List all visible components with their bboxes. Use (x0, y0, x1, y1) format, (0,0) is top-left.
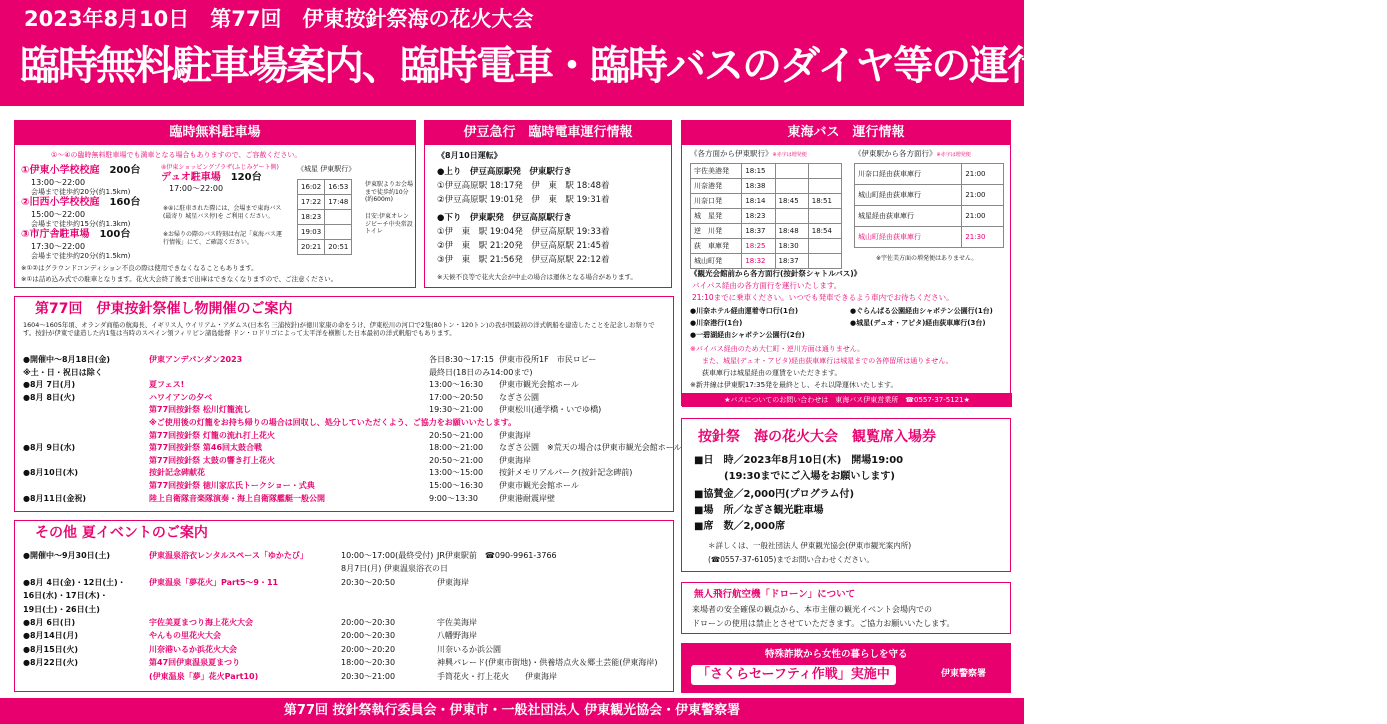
event-name: やんもの里花火大会 (149, 631, 221, 641)
event-date: ※土・日・祝日は除く (23, 367, 103, 377)
events-intro: 1604～1605年頃、オランダ商船の航海長、イギリス人 ウイリアム・アダムス(日本名 三浦按針)が徳川家康の命をうけ、伊東松川の河口で2隻(80トン・120トン)の我が国最初の洋式帆船を建造したことを記念しお祭りです。按針が伊東で建造した内1隻は当時のスペイン領フィリピン諸島総督 ドン・ロドリゴによって太平洋を横断した日本最初の洋式帆船でもあります。 (23, 321, 655, 338)
event-time: 20:30～21:00 (341, 671, 396, 681)
event-date: ●8月10日(木) (23, 468, 78, 478)
train-section (424, 120, 672, 288)
event-date: 16日(水)・17日(木)・ (23, 591, 108, 601)
event-time: 8月7日(月) 伊東温泉浴衣の日 (341, 564, 448, 574)
bus-right-table: 川奈口経由荻車庫行 21:00 城山町経由荻車庫行 21:00 城星経由荻車庫行 21:00 城山町経由荻車庫行 21:30 (854, 163, 1004, 248)
shuttle-note4: ※新井線は伊東駅17:35発を最終とし、それ以降運休いたします。 (690, 381, 898, 389)
event-name: 陸上自衛隊音楽隊演奏・海上自衛隊艦艇一般公開 (149, 493, 325, 503)
event-time: 20:00～20:30 (341, 618, 396, 627)
event-place: なぎさ公園 (499, 392, 539, 402)
bus-section (681, 120, 1011, 406)
event-date: ●8月 7日(月) (23, 380, 76, 390)
event-time: 10:00～17:00(最終受付) (341, 551, 434, 560)
lot-name: ③市庁舎駐車場 (21, 229, 90, 240)
train-up-label: ●上り 伊豆高原駅発 伊東駅行き (437, 167, 572, 177)
event-place: 八幡野海岸 (437, 631, 477, 641)
shuttle-line2: 21:10までに乗車ください。いつでも発車できるよう車内でお待ちください。 (692, 293, 954, 302)
event-place: 伊東海岸 (499, 430, 531, 440)
lot-name: ①伊東小学校校庭 (21, 165, 100, 176)
event-place: 伊東市役所1F 市民ロビー (499, 355, 597, 364)
drone-section (681, 582, 1011, 634)
event-place: 伊東市観光会館ホール (499, 380, 579, 390)
event-name: 夏フェス! (149, 380, 185, 390)
lot4-cap: 120台 (230, 171, 262, 183)
event-date: ●8月 4日(金)・12日(土)・ (23, 577, 126, 587)
event-name: 第77回按針祭 松川灯籠流し (149, 405, 251, 415)
ticket-note1: ＊詳しくは、一般社団法人 伊東観光協会(伊東市観光案内所) (708, 541, 912, 550)
event-date: ●8月11日(金祝) (23, 493, 86, 503)
train-down-3: ③伊 東 駅 21:56発 伊豆高原駅 22:12着 (437, 255, 610, 265)
lot-cap: 200台 (109, 165, 141, 176)
event-name: 第47回伊東温泉夏まつり (149, 658, 241, 668)
lot-walk: 会場まで徒歩約20分(約1.5km) (31, 187, 131, 196)
shuttle-route-3: ●川奈港行(1台) (690, 319, 743, 327)
event-name: 伊東アンデパンダン2023 (149, 355, 243, 364)
event-name: 伊東温泉浴衣レンタルスペース「ゆかたび」 (149, 551, 308, 560)
safety-banner (681, 643, 1011, 693)
shuttle-note1: ※バイパス経由のため大仁町・逆川方面は通りません。 (690, 345, 865, 353)
shuttle-note2: また、城星(デュオ・アピタ)経由荻車庫行は城星までの各停留所は通りません。 (702, 357, 953, 365)
header-subtitle: 2023年8月10日 第77回 伊東按針祭海の花火大会 (24, 7, 534, 31)
train-title: 伊豆急行 臨時電車運行情報 (425, 121, 671, 145)
shuttle-route-2: ●ぐらんぱる公園経由シャボテン公園行(1台) (850, 307, 993, 315)
bus-contact: ★バスについてのお問い合わせは 東海バス伊東営業所 ☎0557-37-5121★ (682, 393, 1012, 407)
shuttle-note3: 荻車庫行は城星経由の運賃をいただきます。 (702, 369, 842, 377)
lot-walk: 会場まで徒歩約15分(約1.3km) (31, 219, 131, 228)
drone-line1: 来場者の安全確保の観点から、本市主催の観光イベント会場内での (692, 605, 932, 614)
bus-note2: 目安:伊東オレンジビーチ中央常設トイレ (365, 213, 413, 235)
event-name: 川奈港いるか浜花火大会 (149, 644, 237, 654)
bus-left-title: 《各方面から伊東駅行》※赤字は増発便 (690, 149, 807, 158)
event-name: 第77回按針祭 太鼓の響き打上花火 (149, 455, 275, 465)
shuttle-route-1: ●川奈ホテル経由運着寺口行(1台) (690, 307, 799, 315)
event-date: ●8月22日(火) (23, 658, 78, 668)
lot-cap: 160台 (109, 197, 141, 208)
event-time: 13:00～16:30 (429, 380, 484, 390)
event-place: 手筒花火・打上花火 伊東海岸 (437, 671, 557, 681)
summer-section (14, 520, 674, 692)
ticket-title: 按針祭 海の花火大会 観覧席入場券 (698, 429, 936, 445)
event-date: ●開催中～8月18日(金) (23, 355, 110, 364)
lot-walk: 会場まで徒歩約20分(約1.5km) (31, 251, 131, 260)
event-name: 第77回按針祭 徳川家広氏トークショー・式典 (149, 481, 315, 490)
ticket-price: ■協賛金／2,000円(プログラム付) (694, 489, 855, 500)
event-time: 13:00～15:00 (429, 468, 484, 478)
event-date: ●8月 9日(水) (23, 443, 76, 453)
event-time: 最終日(18日のみ14:00まで) (429, 367, 533, 377)
event-place: 伊東市観光会館ホール (499, 481, 579, 490)
event-time: 20:50～21:00 (429, 430, 484, 440)
summer-title: その他 夏イベントのご案内 (35, 525, 208, 541)
train-up-1: ①伊豆高原駅 18:17発 伊 東 駅 18:48着 (437, 181, 610, 191)
event-name: 第77回按針祭 第46回太鼓合戦 (149, 443, 263, 453)
event-time: 18:00～21:00 (429, 443, 484, 453)
event-date: ●開催中～9月30日(土) (23, 551, 110, 560)
train-down-label: ●下り 伊東駅発 伊豆高原駅行き (437, 213, 572, 223)
event-place: JR伊東駅前 ☎090-9961-3766 (437, 551, 557, 560)
parking-lot-2 (21, 197, 140, 228)
lot-time: 13:00～22:00 (31, 177, 86, 187)
bus-left-table: 宇佐美港発 18:15 川奈港発 18:38 川奈口発 18:14 18:45 18:51 城 星発 18:23 逆 川発 18:37 18:48 18:54 荻 車庫発 18:25 18:30 城山町発 18:32 18:37 (690, 163, 842, 269)
event-name: ハワイアンの夕べ (149, 392, 213, 402)
ticket-date: ■日 時／2023年8月10日(木) 開場19:00 (694, 455, 904, 466)
ticket-seats: ■席 数／2,000席 (694, 521, 786, 532)
bus-right-title: 《伊東駅から各方面行》※赤字は増発便 (854, 149, 971, 158)
events-title: 第77回 伊東按針祭催し物開催のご案内 (35, 301, 293, 317)
train-down-2: ②伊 東 駅 21:20発 伊豆高原駅 21:45着 (437, 241, 610, 251)
event-time: 20:00～20:20 (341, 644, 396, 654)
parking-section (14, 120, 416, 288)
event-name: (伊東温泉「夢」花火Part10) (149, 671, 259, 681)
event-name: 伊東温泉「夢花火」Part5～9・11 (149, 577, 279, 587)
ticket-place: ■場 所／なぎさ観光駐車場 (694, 505, 824, 516)
event-place: 按針メモリアルパーク(按針記念碑前) (499, 468, 633, 478)
event-place: 川奈いるか浜公園 (437, 644, 501, 654)
event-name: ※ご使用後の灯籠をお持ち帰りの場合は回収し、処分していただくよう、ご協力をお願いいたします。 (149, 418, 517, 427)
event-time: 20:30～20:50 (341, 577, 396, 587)
lot-name: ②旧西小学校校庭 (21, 197, 100, 208)
shuttle-route-4: ●城星(デュオ・アピタ)経由荻車庫行(3台) (850, 319, 986, 327)
safety-org: 伊東警察署 (941, 669, 987, 679)
parking-lot-3 (21, 229, 130, 260)
bus-right-note: ※宇佐美方面の増発便はありません。 (876, 255, 978, 262)
train-date: 《8月10日運転》 (437, 151, 502, 160)
parking-lot-1 (21, 165, 140, 196)
bus-title: 東海バス 運行情報 (682, 121, 1010, 145)
drone-title: 無人飛行航空機「ドローン」について (694, 589, 856, 600)
parking-lot-4 (161, 164, 279, 194)
lot4-note2: ※お帰りの際のバス時刻は右記「東海バス運行情報」にて、ご確認ください。 (163, 231, 283, 247)
parking-note-top: ①～④の臨時無料駐車場でも満車となる場合もありますので、ご容赦ください。 (51, 151, 302, 159)
event-name: 宇佐美夏まつり海上花火大会 (149, 618, 253, 627)
parking-note-bottom1: ※①②はグラウンドコンディション不良の際は使用できなくなることもあります。 (21, 264, 258, 272)
parking-note-bottom2: ※①は詰め込み式での駐車となります。花火大会終了後まで出庫はできなくなりますので、ご注意ください。 (21, 275, 338, 283)
event-place: 神興パレード(伊東市街地)・供養塔点火＆郷土芸能(伊東海岸) (437, 658, 658, 668)
event-name: 按針記念碑献花 (149, 468, 205, 478)
ticket-section (681, 418, 1011, 572)
event-date: ●8月15日(火) (23, 644, 78, 654)
safety-line1: 特殊詐欺から女性の暮らしを守る (765, 649, 908, 660)
event-time: 17:00～20:50 (429, 392, 484, 402)
event-time: 各日8:30～17:15 (429, 355, 495, 364)
event-time: 15:00～16:30 (429, 481, 484, 490)
event-place: なぎさ公園 ※荒天の場合は伊東市観光会館ホール (499, 443, 682, 453)
parking-bus-table: 16:02 16:53 17:22 17:48 18:23 19:03 20:21 20:51 (297, 179, 352, 255)
event-time: 20:00～20:30 (341, 631, 396, 641)
lot4-name: デュオ駐車場 (161, 171, 221, 183)
event-time: 18:00～20:30 (341, 658, 396, 668)
train-note: ※天候不良等で花火大会が中止の場合は運休となる場合があります。 (437, 273, 637, 281)
events-section (14, 296, 682, 512)
parking-title: 臨時無料駐車場 (15, 121, 415, 145)
safety-line2: 「さくらセーフティ作戦」実施中 (691, 665, 896, 685)
drone-line2: ドローンの使用は禁止とさせていただきます。ご協力お願いいたします。 (692, 619, 955, 628)
lot4-note: ※④に駐車された際には、会場まで東海バス(最寄り 城星バス停)を ご利用ください。 (163, 205, 282, 221)
ticket-date2: (19:30までにご入場をお願いします) (724, 471, 895, 482)
event-date: ●8月 6日(日) (23, 618, 76, 627)
footer-organizers: 第77回 按針祭執行委員会・伊東市・一般社団法人 伊東観光協会・伊東警察署 (0, 698, 1024, 724)
event-place: 宇佐美海岸 (437, 618, 477, 627)
shuttle-title: 《観光会館前から各方面行(按針祭シャトルバス)》 (690, 269, 862, 278)
ticket-note2: (☎0557-37-6105)までお問い合わせください。 (708, 555, 874, 564)
event-time: 19:30～21:00 (429, 405, 484, 415)
event-name: 第77回按針祭 灯籠の流れ打上花火 (149, 430, 275, 440)
train-down-1: ①伊 東 駅 19:04発 伊豆高原駅 19:33着 (437, 227, 610, 237)
event-time: 20:50～21:00 (429, 455, 484, 465)
bus-note: 伊東駅よりお会場まで徒歩約10分(約600m) (365, 181, 414, 203)
event-date: ●8月 8日(火) (23, 392, 76, 402)
event-place: 伊東海岸 (437, 577, 469, 587)
bus-table-title: 《城星 伊東駅行》 (297, 165, 356, 173)
event-place: 伊東海岸 (499, 455, 531, 465)
event-date: ●8月14日(月) (23, 631, 78, 641)
header-banner (0, 0, 1387, 106)
train-up-2: ②伊豆高原駅 19:01発 伊 東 駅 19:31着 (437, 195, 610, 205)
event-place: 伊東港耐震岸壁 (499, 493, 555, 503)
shuttle-route-5: ●一碧湖経由シャボテン公園行(2台) (690, 331, 805, 339)
lot-time: 17:30～22:00 (31, 241, 86, 251)
event-place: 伊東松川(通学橋・いでゆ橋) (499, 405, 602, 415)
header-title: 臨時無料駐車場案内、臨時電車・臨時バスのダイヤ等の運行情報、その他ご案内 (20, 43, 1387, 89)
lot4-time: 17:00～22:00 (169, 184, 224, 193)
event-time: 9:00～13:30 (429, 493, 479, 503)
lot-time: 15:00～22:00 (31, 209, 86, 219)
event-date: 19日(土)・26日(土) (23, 604, 100, 614)
lot4-label: ④伊東ショッピングプラザ(ふじみゲート側) (161, 164, 279, 171)
lot-cap: 100台 (99, 229, 131, 240)
shuttle-line1: バイパス経由の各方面行を運行いたします。 (692, 281, 842, 290)
